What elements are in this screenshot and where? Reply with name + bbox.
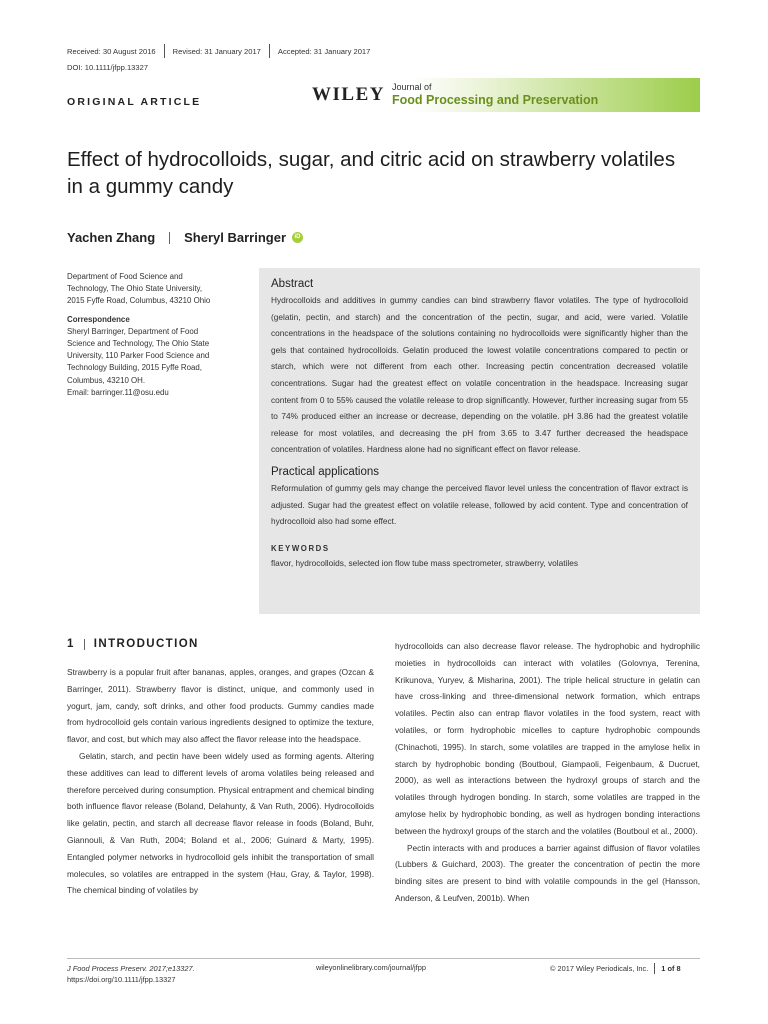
author-list [67, 230, 303, 245]
revised-date: Revised: 31 January 2017 [172, 46, 261, 56]
paper-title: Effect of hydrocolloids, sugar, and citric acid on strawberry volatiles in a gummy candy [67, 148, 676, 198]
doi-link[interactable]: https://doi.org/10.1111/jfpp.13327 [67, 975, 176, 984]
journal-website-link[interactable]: wileyonlinelibrary.com/journal/jfpp [316, 963, 426, 972]
keywords-heading: KEYWORDS [271, 543, 330, 553]
footer-citation [67, 963, 195, 985]
paragraph: hydrocolloids can also decrease flavor release. The hydrophobic and hydrophilic moieties in hydrocolloids can interact with volatiles (Golovnya, Terenina, Krikunova, Yuryev, & Misharina, 2001). The triple helical structure in gelatin can have cross-linking and three-dimensional network formation, which entraps volatiles. Pectin also can entrap flavor volatiles in the food system, react with volatiles, or form hydrophobic micelles to capture hydrophobic compounds (Chinachoti, 1995). In starch, some volatiles are trapped in the amylose helix in starch by hydrophobic bonding (Boutboul, Giampaoli, Feigenbaum, & Ducruet, 2000), as well as interactions between the hydroxyl groups of starch and the volatiles through hydrogen bonding. In starch, some volatiles are trapped in the amylose helix by hydrophobic bonding, as well as hydrogen bonding interactions between the hydroxyl groups of the starch and the volatiles (Boutboul et al., 2000). [395, 641, 700, 836]
abstract-box [259, 268, 700, 614]
journal-name: Food Processing and Preservation [392, 93, 599, 107]
correspondence-line: Science and Technology, The Ohio State [67, 339, 210, 349]
footer-right [550, 963, 681, 974]
correspondence-line: Columbus, 43210 OH. [67, 375, 146, 385]
keywords: flavor, hydrocolloids, selected ion flow tube mass spectrometer, strawberry, volatiles [271, 557, 578, 568]
history-dates [67, 44, 370, 58]
journal-logo [312, 78, 700, 112]
paragraph: Strawberry is a popular fruit after bananas, apples, oranges, and grapes (Ozcan & Barringer, 2011). Strawberry flavor is distinct, unique, and commonly used in yogurt, jam, candy, soft drinks, and other food products. Gummy candies made from hydrocolloid gels contain various ingredients designed to optimize the texture, flavor, and cost, but which may also affect the flavor release into the headspace. [67, 667, 374, 745]
article-type: ORIGINAL ARTICLE [67, 96, 202, 108]
publisher-logo: WILEY [312, 84, 385, 105]
affiliation-line: Technology, The Ohio State University, [67, 284, 203, 294]
author-name[interactable]: Yachen Zhang [67, 230, 156, 245]
divider [269, 44, 270, 58]
doi[interactable]: DOI: 10.1111/jfpp.13327 [67, 63, 149, 72]
journal-banner [392, 78, 700, 112]
practical-applications-heading: Practical applications [271, 465, 380, 478]
affiliation-line: 2015 Fyffe Road, Columbus, 43210 Ohio [67, 296, 211, 306]
practical-applications-text: Reformulation of gummy gels may change the perceived flavor level unless the concentration of flavor extract is adjusted. Sugar had the greatest effect on volatile release, followed by acid content. Type and concentration of hydrocolloid also had some effect. [271, 482, 688, 527]
orcid-icon[interactable]: iD [292, 232, 303, 243]
correspondence-line: Technology Building, 2015 Fyffe Road, [67, 363, 202, 373]
copyright: © 2017 Wiley Periodicals, Inc. [550, 964, 649, 973]
journal-of: Journal of [392, 82, 432, 92]
abstract-text: Hydrocolloids and additives in gummy candies can bind strawberry flavor volatiles. The type of hydrocolloid (gelatin, pectin, and starch) and the concentration of the pectin, sugar, and acid, were varied. Volatile concentrations in the headspace of the solutions containing no hydrocolloids were significantly higher than the gels that contained hydrocolloids. Gelatin produced the lowest volatile concentrations compared to pectin or starch, which were not different from each other. Increasing pectin concentration decreased volatile concentrations. Sugar had the greatest effect on volatile concentration in the headspace. Increasing sugar content from 0 to 55% caused the volatile release to drop significantly. However, further increasing sugar from 55 to 74% produced either an increase or decrease, depending on the volatile. pH 3.86 had the greatest volatile release for most volatiles, and decreasing the pH from 3.65 to 3.47 further decreased the headspace concentration of volatiles. Hardness alone had no significant effect on flavor release. [271, 295, 688, 455]
page-number: 1 of 8 [661, 964, 681, 973]
divider [164, 44, 165, 58]
divider [84, 639, 85, 650]
paragraph: Gelatin, starch, and pectin have been widely used as forming agents. Altering these additives can lead to different levels of aroma volatiles being released and therefore perceived during consumption. Physical entrapment and chemical binding both influence flavor release (Boland, Delahunty, & Van Ruth, 2006). Hydrocolloids like gelatin, pectin, and starch all decrease flavor release in foods (Boland, Buhr, Giannouli, & Van Ruth, 2004; Boland et al., 2006; Guinard & Marty, 1995). Entangled polymer networks in hydrocolloid gels inhibit the transportation of small molecules, so volatiles are entrapped in the system (Hau, Gray, & Taylor, 1998). The chemical binding of volatiles by [67, 750, 374, 896]
author-name[interactable]: Sheryl Barringer [184, 230, 287, 245]
abstract-heading: Abstract [271, 278, 314, 290]
divider [169, 232, 170, 244]
divider [654, 963, 655, 974]
affiliation-line: Department of Food Science and [67, 272, 183, 281]
body-column-left [67, 664, 374, 899]
body-column-right [395, 638, 700, 907]
section-title: INTRODUCTION [93, 638, 199, 650]
accepted-date: Accepted: 31 January 2017 [277, 46, 371, 56]
paragraph: Pectin interacts with and produces a barrier against diffusion of flavor volatiles (Lubbers & Guichard, 2003). The greater the concentration of pectin the more binding sites are present to bind with volatile compounds in the gel (Hansson, Anderson, & Leufven, 2001b). When [395, 842, 700, 903]
section-heading [67, 638, 199, 650]
journal-citation: J Food Process Preserv. 2017;e13327. [67, 964, 195, 973]
affiliation-block [67, 271, 249, 399]
section-number: 1 [67, 638, 75, 650]
footer-rule [67, 958, 700, 959]
correspondence-heading: Correspondence [67, 314, 130, 324]
received-date: Received: 30 August 2016 [67, 46, 156, 56]
correspondence-line: University, 110 Parker Food Science and [67, 351, 210, 361]
correspondence-email[interactable]: Email: barringer.11@osu.edu [67, 387, 169, 397]
correspondence-line: Sheryl Barringer, Department of Food [67, 326, 199, 336]
